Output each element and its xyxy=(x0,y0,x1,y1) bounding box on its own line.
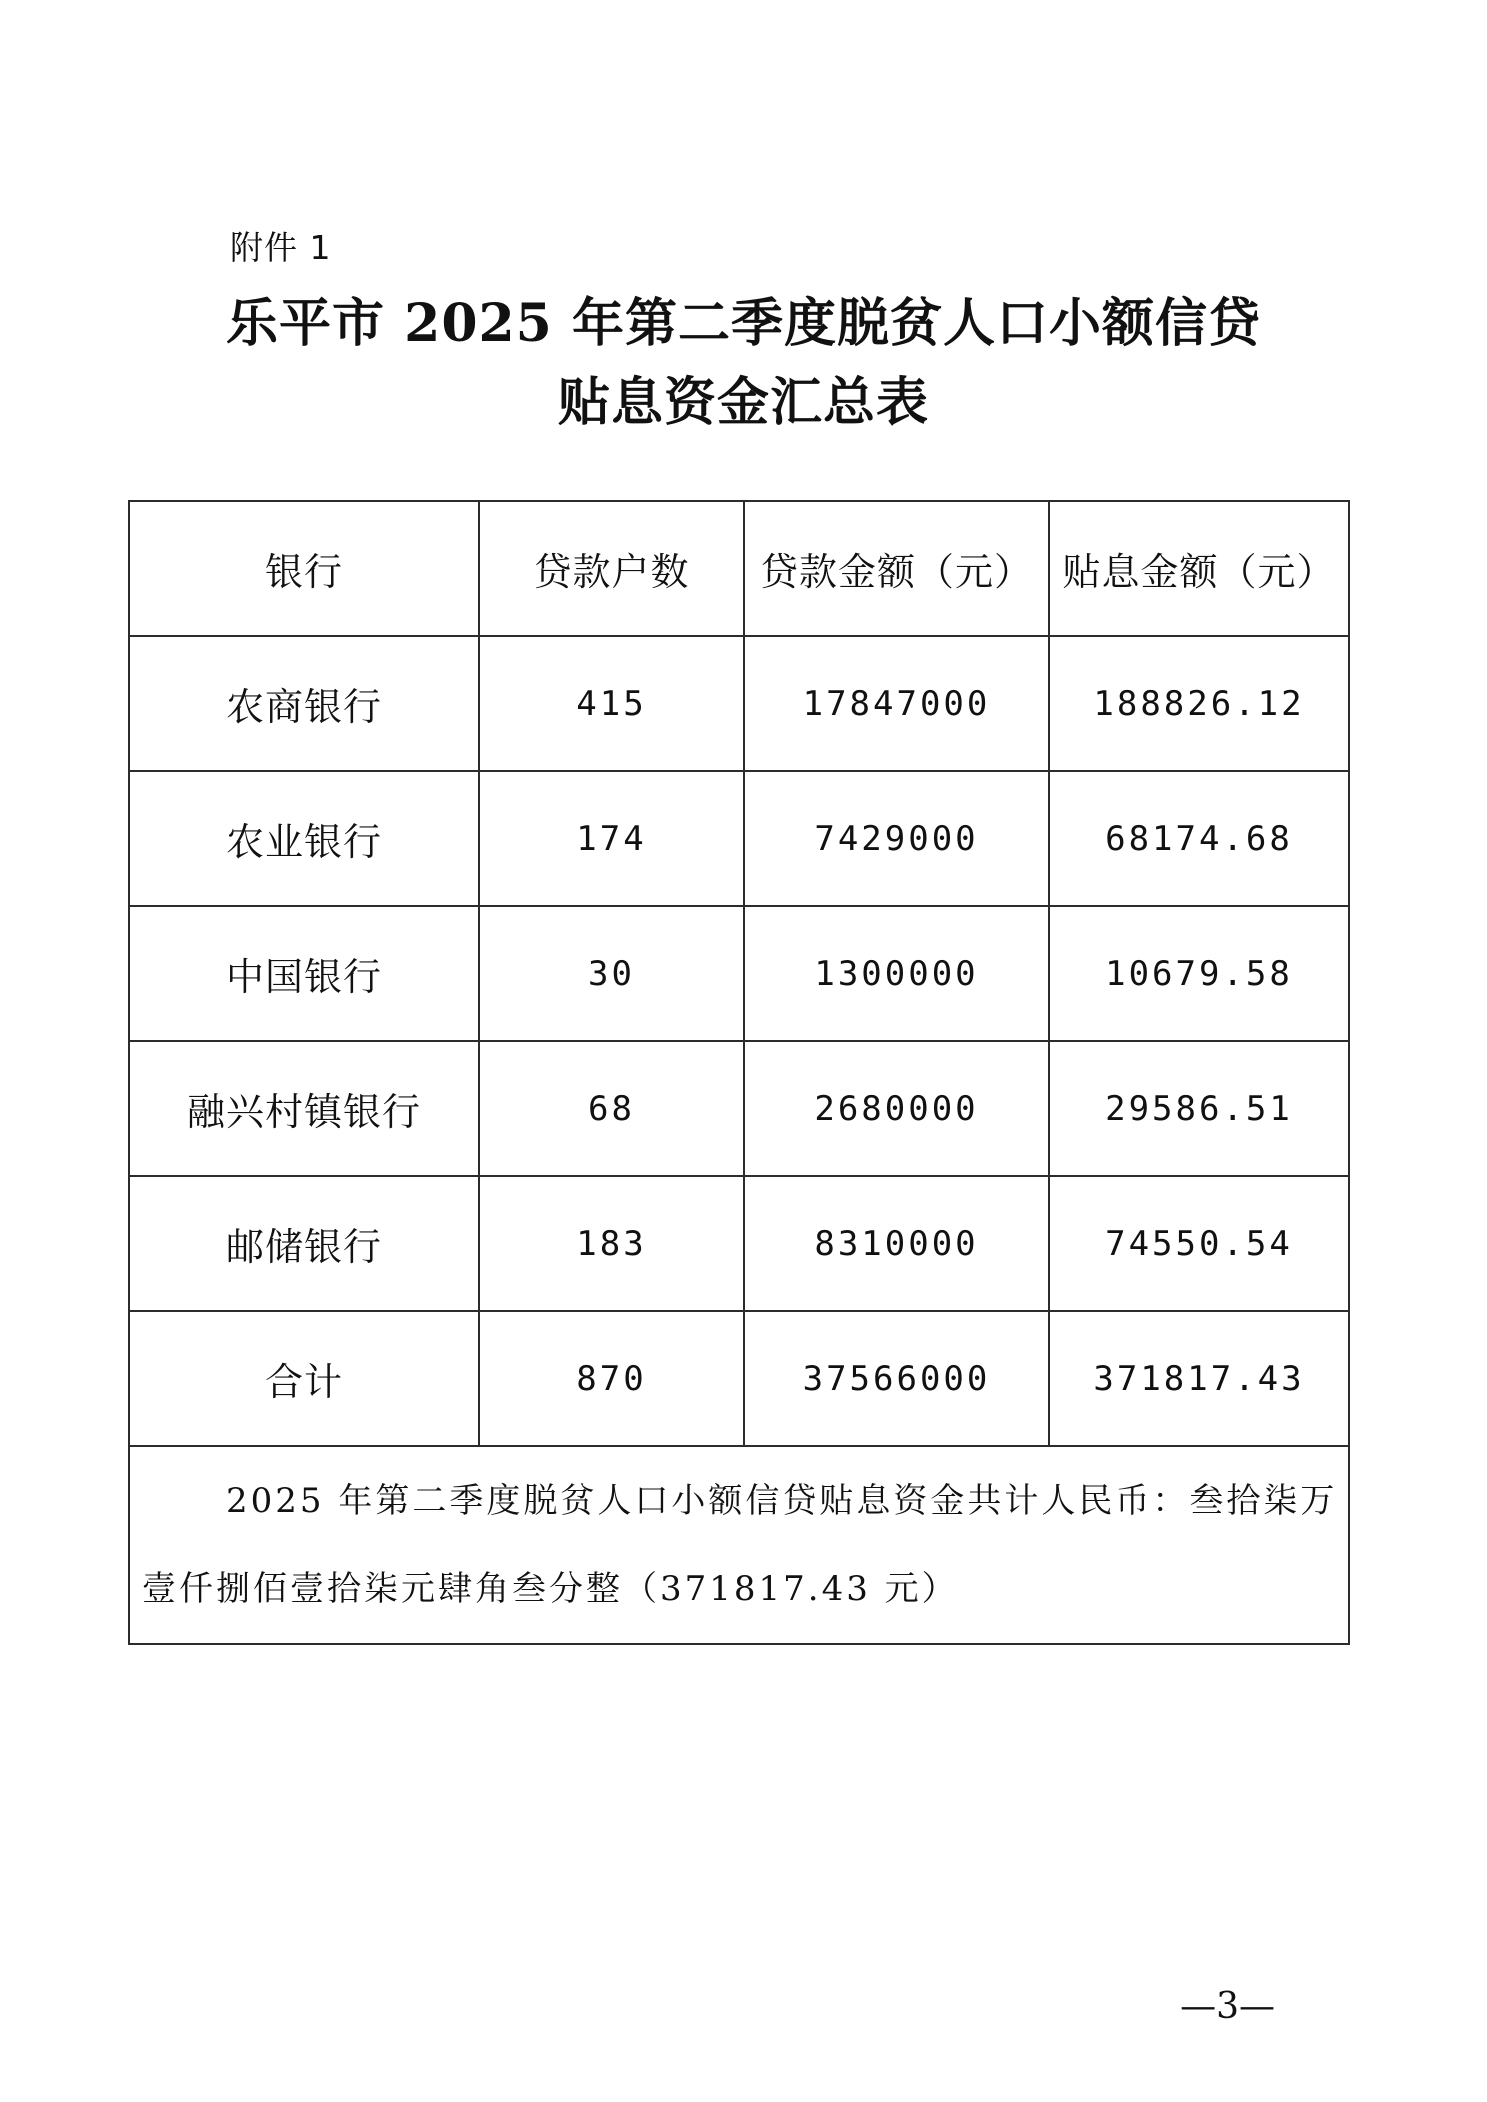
household-count: 183 xyxy=(479,1176,744,1311)
header-loan-amount: 贷款金额（元） xyxy=(744,501,1049,636)
table-note-row xyxy=(129,1446,1349,1644)
loan-amount: 1300000 xyxy=(744,906,1049,1041)
total-interest-amount: 371817.43 xyxy=(1049,1311,1349,1446)
household-count: 30 xyxy=(479,906,744,1041)
table-row xyxy=(129,1041,1349,1176)
interest-amount: 68174.68 xyxy=(1049,771,1349,906)
header-bank: 银行 xyxy=(129,501,479,636)
interest-amount: 29586.51 xyxy=(1049,1041,1349,1176)
total-households: 870 xyxy=(479,1311,744,1446)
bank-name: 邮储银行 xyxy=(129,1176,479,1311)
table-header-row xyxy=(129,501,1349,636)
total-loan-amount: 37566000 xyxy=(744,1311,1049,1446)
page-number: —3— xyxy=(1180,1986,1275,2027)
bank-name: 中国银行 xyxy=(129,906,479,1041)
loan-amount: 17847000 xyxy=(744,636,1049,771)
loan-amount: 8310000 xyxy=(744,1176,1049,1311)
bank-name: 农商银行 xyxy=(129,636,479,771)
document-title-line-1: 乐平市 2025 年第二季度脱贫人口小额信贷 xyxy=(226,293,1261,354)
household-count: 174 xyxy=(479,771,744,906)
header-households: 贷款户数 xyxy=(479,501,744,636)
attachment-label: 附件 1 xyxy=(230,228,332,267)
interest-amount: 188826.12 xyxy=(1049,636,1349,771)
bank-name: 农业银行 xyxy=(129,771,479,906)
loan-amount: 7429000 xyxy=(744,771,1049,906)
table-row xyxy=(129,771,1349,906)
table-total-row xyxy=(129,1311,1349,1446)
total-label: 合计 xyxy=(129,1311,479,1446)
interest-amount: 10679.58 xyxy=(1049,906,1349,1041)
interest-amount: 74550.54 xyxy=(1049,1176,1349,1311)
household-count: 68 xyxy=(479,1041,744,1176)
document-title-line-2: 贴息资金汇总表 xyxy=(557,372,929,433)
table-row xyxy=(129,1176,1349,1311)
bank-name: 融兴村镇银行 xyxy=(129,1041,479,1176)
table-row xyxy=(129,906,1349,1041)
note-cell xyxy=(129,1446,1349,1644)
interest-summary-table xyxy=(128,500,1350,1645)
table-row xyxy=(129,636,1349,771)
household-count: 415 xyxy=(479,636,744,771)
total-amount-note: 2025 年第二季度脱贫人口小额信贷贴息资金共计人民币：叁拾柒万壹仟捌佰壹拾柒元肆角叁分整（371817.43 元） xyxy=(142,1481,1338,1609)
loan-amount: 2680000 xyxy=(744,1041,1049,1176)
header-interest-amount: 贴息金额（元） xyxy=(1049,501,1349,636)
